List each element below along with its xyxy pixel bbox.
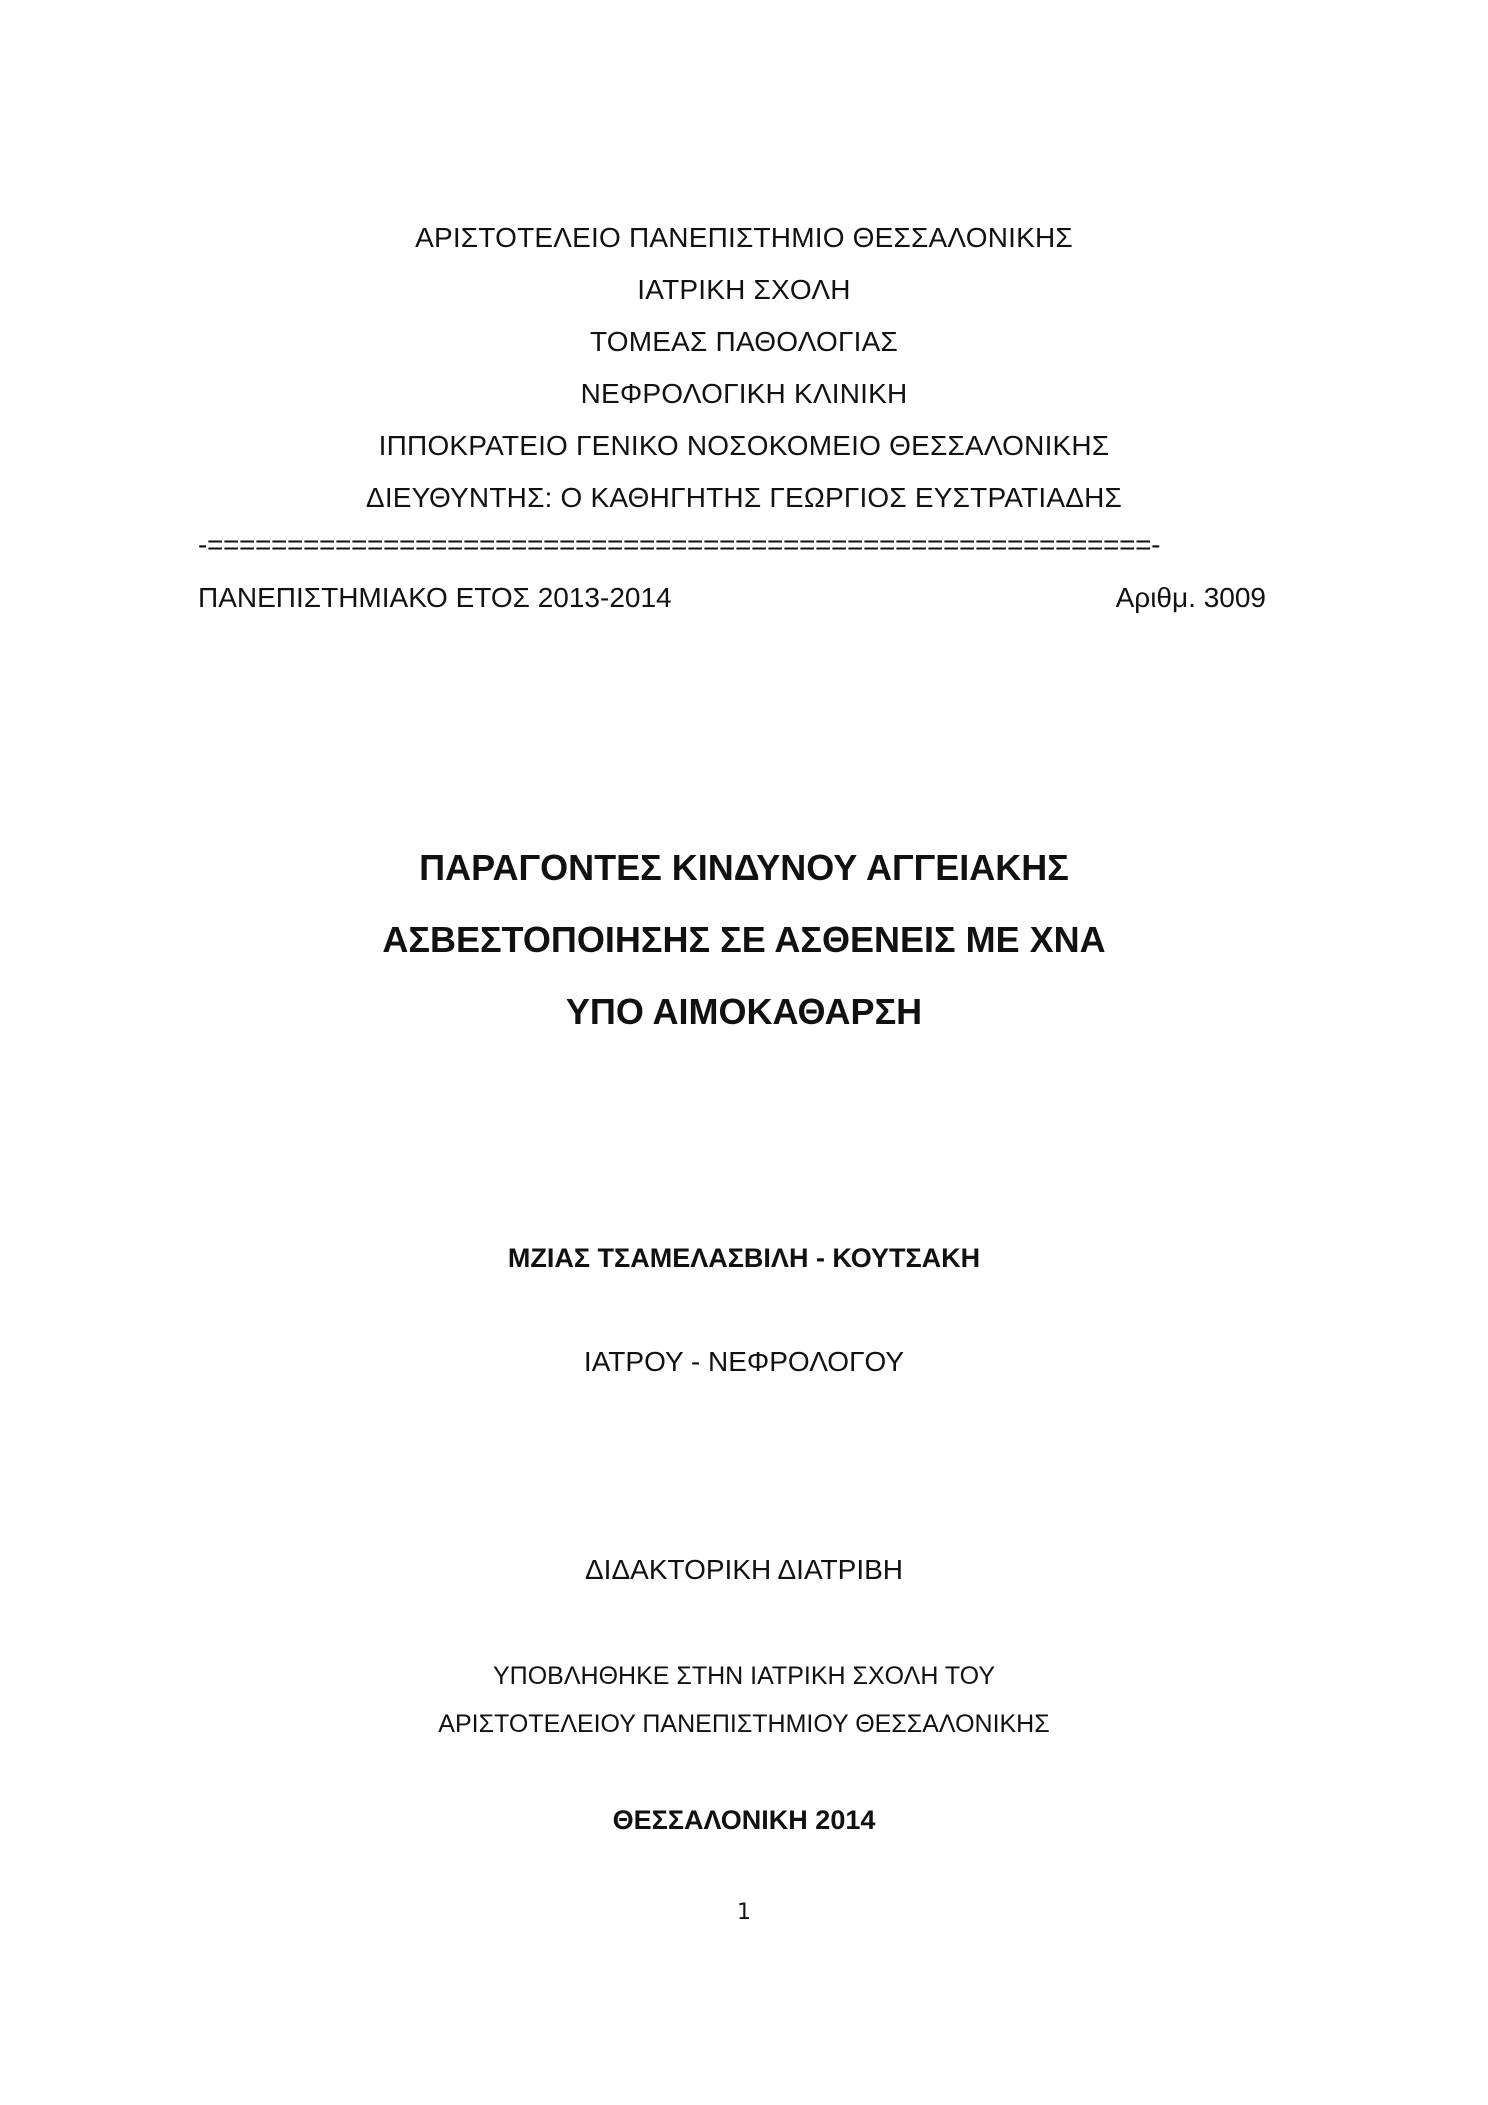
document-number: Αριθμ. 3009	[1115, 582, 1266, 613]
author-role: ΙΑΤΡΟΥ - ΝΕΦΡΟΛΟΓΟΥ	[583, 1346, 905, 1377]
title-line-3: ΥΠΟ ΑΙΜΟΚΑΘΑΡΣΗ	[565, 991, 923, 1032]
page-number: 1	[737, 1900, 751, 1925]
header-school: ΙΑΤΡΙΚΗ ΣΧΟΛΗ	[637, 274, 851, 305]
author-name: ΜΖΙΑΣ ΤΣΑΜΕΛΑΣΒΙΛΗ - ΚΟΥΤΣΑΚΗ	[507, 1243, 981, 1273]
header-university: ΑΡΙΣΤΟΤΕΛΕΙΟ ΠΑΝΕΠΙΣΤΗΜΙΟ ΘΕΣΣΑΛΟΝΙΚΗΣ	[415, 222, 1073, 253]
submission-line-2: ΑΡΙΣΤΟΤΕΛΕΙΟΥ ΠΑΝΕΠΙΣΤΗΜΙΟΥ ΘΕΣΣΑΛΟΝΙΚΗΣ	[438, 1710, 1050, 1738]
meta-row	[198, 578, 1266, 618]
submission-line-1: ΥΠΟΒΛΗΘΗΚΕ ΣΤΗΝ ΙΑΤΡΙΚΗ ΣΧΟΛΗ ΤΟΥ	[492, 1662, 995, 1690]
academic-year: ΠΑΝΕΠΙΣΤΗΜΙΑΚΟ ΕΤΟΣ 2013-2014	[198, 582, 672, 613]
header-department: ΤΟΜΕΑΣ ΠΑΘΟΛΟΓΙΑΣ	[590, 326, 898, 357]
thesis-title	[0, 832, 1488, 1048]
header-director: ΔΙΕΥΘΥΝΤΗΣ: Ο ΚΑΘΗΓΗΤΗΣ ΓΕΩΡΓΙΟΣ ΕΥΣΤΡΑΤΙΑΔΗΣ	[365, 482, 1123, 513]
header-separator: -===========================================================-	[198, 529, 1161, 560]
title-line-2: ΑΣΒΕΣΤΟΠΟΙΗΣΗΣ ΣΕ ΑΣΘΕΝΕΙΣ ΜΕ ΧΝΑ	[382, 919, 1106, 960]
submission-statement	[0, 1652, 1488, 1748]
place-year: ΘΕΣΣΑΛΟΝΙΚΗ 2014	[612, 1805, 876, 1835]
header-hospital: ΙΠΠΟΚΡΑΤΕΙΟ ΓΕΝΙΚΟ ΝΟΣΟΚΟΜΕΙΟ ΘΕΣΣΑΛΟΝΙΚΗΣ	[378, 430, 1110, 461]
title-line-1: ΠΑΡΑΓΟΝΤΕΣ ΚΙΝΔΥΝΟΥ ΑΓΓΕΙΑΚΗΣ	[419, 847, 1069, 888]
institution-header	[0, 212, 1488, 524]
header-clinic: ΝΕΦΡΟΛΟΓΙΚΗ ΚΛΙΝΙΚΗ	[580, 378, 908, 409]
document-type: ΔΙΔΑΚΤΟΡΙΚΗ ΔΙΑΤΡΙΒΗ	[584, 1554, 904, 1585]
